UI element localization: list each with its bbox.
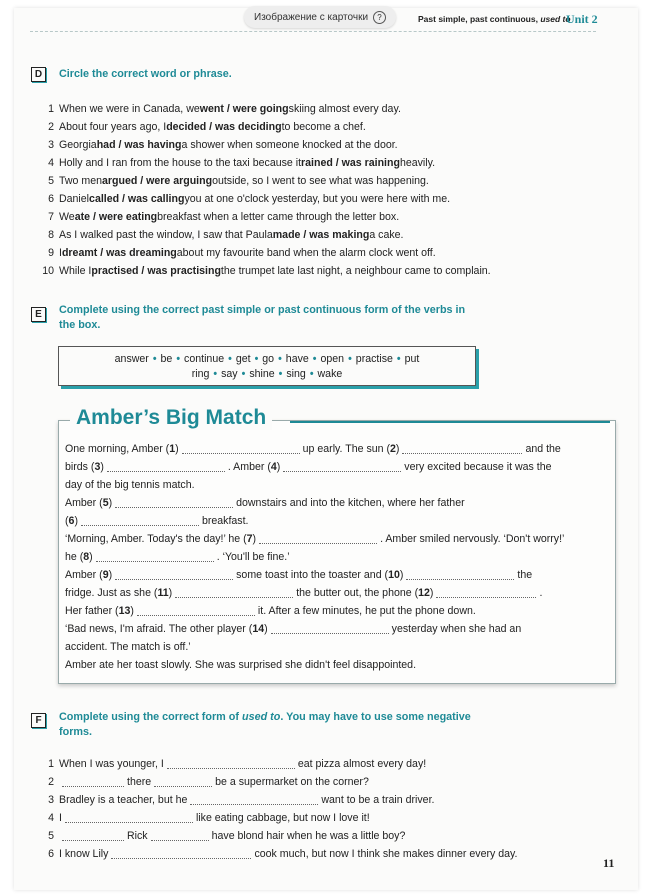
bullet-separator: • [348,353,352,365]
item-text: We [59,211,75,223]
verb-box-row [59,367,475,382]
item-number: 5 [48,830,54,842]
answer-blank-5[interactable] [115,498,233,508]
choice-options[interactable]: decided / was deciding [166,121,282,133]
answer-blank-2[interactable] [402,444,522,454]
story-line: Amber ( 5 ) downstairs and into the kitchen, where her father [65,497,465,509]
answer-blank[interactable] [154,777,212,787]
page-header-title: Past simple, past continuous, used to [418,14,571,24]
story-line: Her father ( 13 ) it. After a few minutes, he put the phone down. [65,605,476,617]
answer-blank[interactable] [62,831,124,841]
item-text: a shower when someone knocked at the door. [181,139,398,151]
item-text: you at one o'clock yesterday, but you were here with me. [184,193,451,205]
answer-blank[interactable] [62,777,124,787]
exercise-item [38,755,517,773]
header-divider [30,31,596,32]
exercise-item [38,190,491,208]
exercise-item [38,791,517,809]
section-d-letter: D [31,67,46,82]
verb-word: answer [114,353,149,365]
item-text: When we were in Canada, we [59,103,200,115]
verb-word: sing [286,368,306,380]
item-number: 10 [42,265,54,277]
section-e-instruction: Complete using the correct past simple or past continuous form of the verbs in the box. [59,304,466,331]
page-number: 11 [603,856,615,870]
bullet-separator: • [228,353,232,365]
exercise-item [38,208,491,226]
story-line: One morning, Amber ( 1 ) up early. The sun ( 2 ) and the [65,443,561,455]
unit-label: Unit 2 [566,12,598,26]
answer-blank-12[interactable] [436,588,536,598]
exercise-item [38,100,491,118]
item-text: about my favourite band when the alarm clock went off. [176,247,436,259]
bullet-separator: • [396,353,401,365]
item-text: want to be a train driver. [321,794,435,806]
bullet-separator: • [309,368,314,380]
item-number: 1 [48,758,54,770]
choice-options[interactable]: dreamt / was dreaming [61,247,177,259]
item-text: I [59,812,62,824]
item-text: outside, so I went to see what was happening. [212,175,429,187]
choice-options[interactable]: had / was having [96,139,182,151]
answer-blank-8[interactable] [96,552,214,562]
item-text: Georgia [59,139,97,151]
verb-word: practise [355,353,393,365]
story-line: fridge. Just as she ( 11 ) the butter out, the phone ( 12 ) . [65,587,543,599]
item-text: When I was younger, I [59,758,164,770]
item-text: the trumpet late last night, a neighbour came to complain. [220,265,491,277]
story-line: he ( 8 ) . ‘You'll be fine.’ [65,551,290,563]
item-text: As I walked past the window, I saw that Paula [59,229,273,241]
item-text: breakfast when a letter came through the letter box. [157,211,400,223]
story-line: Amber ate her toast slowly. She was surprised she didn't feel disappointed. [65,659,417,671]
answer-blank-13[interactable] [137,606,255,616]
choice-options[interactable]: rained / was raining [301,157,400,169]
answer-blank-11[interactable] [175,588,293,598]
verb-word: have [285,353,309,365]
choice-options[interactable]: went / were going [199,103,289,115]
bullet-separator: • [213,368,218,380]
answer-blank[interactable] [190,795,318,805]
bullet-separator: • [241,368,246,380]
item-text: I [59,247,62,259]
tooltip-label: Изображение с карточки [254,11,369,23]
answer-blank-4[interactable] [283,462,401,472]
item-text: Two men [59,175,102,187]
answer-blank-3[interactable] [107,462,225,472]
answer-blank-6[interactable] [81,516,199,526]
exercise-item [38,244,491,262]
answer-blank-10[interactable] [406,570,514,580]
answer-blank-7[interactable] [259,534,377,544]
section-f-instruction: Complete using the correct form of used to. You may have to use some negative forms. [59,711,471,738]
item-text: there [127,776,152,788]
bullet-separator: • [176,353,181,365]
exercise-item [38,773,517,791]
exercise-item [38,118,491,136]
answer-blank-1[interactable] [182,444,300,454]
story-line: ‘Bad news, I'm afraid. The other player ( 14 ) yesterday when she had an [65,623,522,635]
item-number: 4 [48,157,54,169]
item-text: a cake. [369,229,404,241]
section-d-list [38,100,491,280]
verb-word: wake [317,368,343,380]
story-line: Amber ( 9 ) some toast into the toaster and ( 10 ) the [65,569,533,581]
item-text: About four years ago, I [59,121,167,133]
exercise-item [38,262,491,280]
verb-word: get [235,353,251,365]
story-line: ‘Morning, Amber. Today's the day!’ he ( 7 ) . Amber smiled nervously. ‘Don't worry!’ [65,533,565,545]
item-text: Rick [127,830,148,842]
verb-word: ring [191,368,210,380]
item-text: cook much, but now I think she makes dinner every day. [254,848,518,860]
exercise-item [38,136,491,154]
help-icon[interactable]: ? [373,11,386,24]
answer-blank-14[interactable] [271,624,389,634]
item-number: 1 [48,103,54,115]
item-text: Daniel [59,193,90,205]
choice-options[interactable]: argued / were arguing [101,175,213,187]
verb-word: be [160,353,173,365]
image-caption-tooltip[interactable] [244,6,396,28]
verb-word: continue [184,353,225,365]
item-text: have blond hair when he was a little boy? [211,830,406,842]
story-line: accident. The match is off.’ [65,641,191,653]
item-number: 6 [48,848,54,860]
exercise-item [38,226,491,244]
exercise-item [38,809,517,827]
item-text: skiing almost every day. [288,103,401,115]
verb-box [58,346,476,386]
item-text: Bradley is a teacher, but he [59,794,188,806]
story-text [65,440,605,674]
verb-box-row [59,352,475,367]
item-text: heavily. [399,157,436,169]
item-number: 2 [48,121,54,133]
choice-options[interactable]: practised / was practising [91,265,221,277]
item-text: Holly and I ran from the house to the taxi because it [59,157,302,169]
section-f-letter: F [31,713,46,728]
section-f-list [38,755,517,863]
verb-word: shine [249,368,275,380]
bullet-separator: • [278,353,282,365]
verb-word: go [262,353,275,365]
item-text: be a supermarket on the corner? [215,776,369,788]
answer-blank[interactable] [151,831,209,841]
item-text: While I [59,265,92,277]
bullet-separator: • [278,368,283,380]
item-number: 7 [48,211,54,223]
item-number: 2 [48,776,54,788]
story-line: birds ( 3 ) . Amber ( 4 ) very excited because it was the [65,461,552,473]
verb-word: put [404,353,420,365]
verb-word: say [221,368,238,380]
item-number: 3 [48,794,54,806]
exercise-item [38,154,491,172]
story-line: day of the big tennis match. [65,479,195,491]
answer-blank[interactable] [167,759,295,769]
choice-options[interactable]: ate / were eating [74,211,158,223]
item-number: 3 [48,139,54,151]
verb-word: open [320,353,345,365]
exercise-item [38,827,517,845]
choice-options[interactable]: called / was calling [89,193,185,205]
item-number: 5 [48,175,54,187]
item-text: eat pizza almost every day! [297,758,427,770]
exercise-item [38,845,517,863]
item-text: I know Lily [59,848,109,860]
item-number: 9 [48,247,54,259]
section-d-instruction: Circle the correct word or phrase. [59,68,232,80]
story-title: Amber’s Big Match [70,406,272,430]
exercise-item [38,172,491,190]
answer-blank[interactable] [65,813,193,823]
bullet-separator: • [312,353,317,365]
section-e-letter: E [31,307,46,322]
choice-options[interactable]: made / was making [272,229,370,241]
story-line: ( 6 ) breakfast. [65,515,249,527]
title-rule-right [290,421,610,423]
answer-blank-9[interactable] [115,570,233,580]
answer-blank[interactable] [111,849,251,859]
item-number: 4 [48,812,54,824]
bullet-separator: • [254,353,259,365]
item-text: like eating cabbage, but now I love it! [195,812,370,824]
bullet-separator: • [152,353,157,365]
item-text: to become a chef. [281,121,366,133]
item-number: 8 [48,229,54,241]
item-number: 6 [48,193,54,205]
